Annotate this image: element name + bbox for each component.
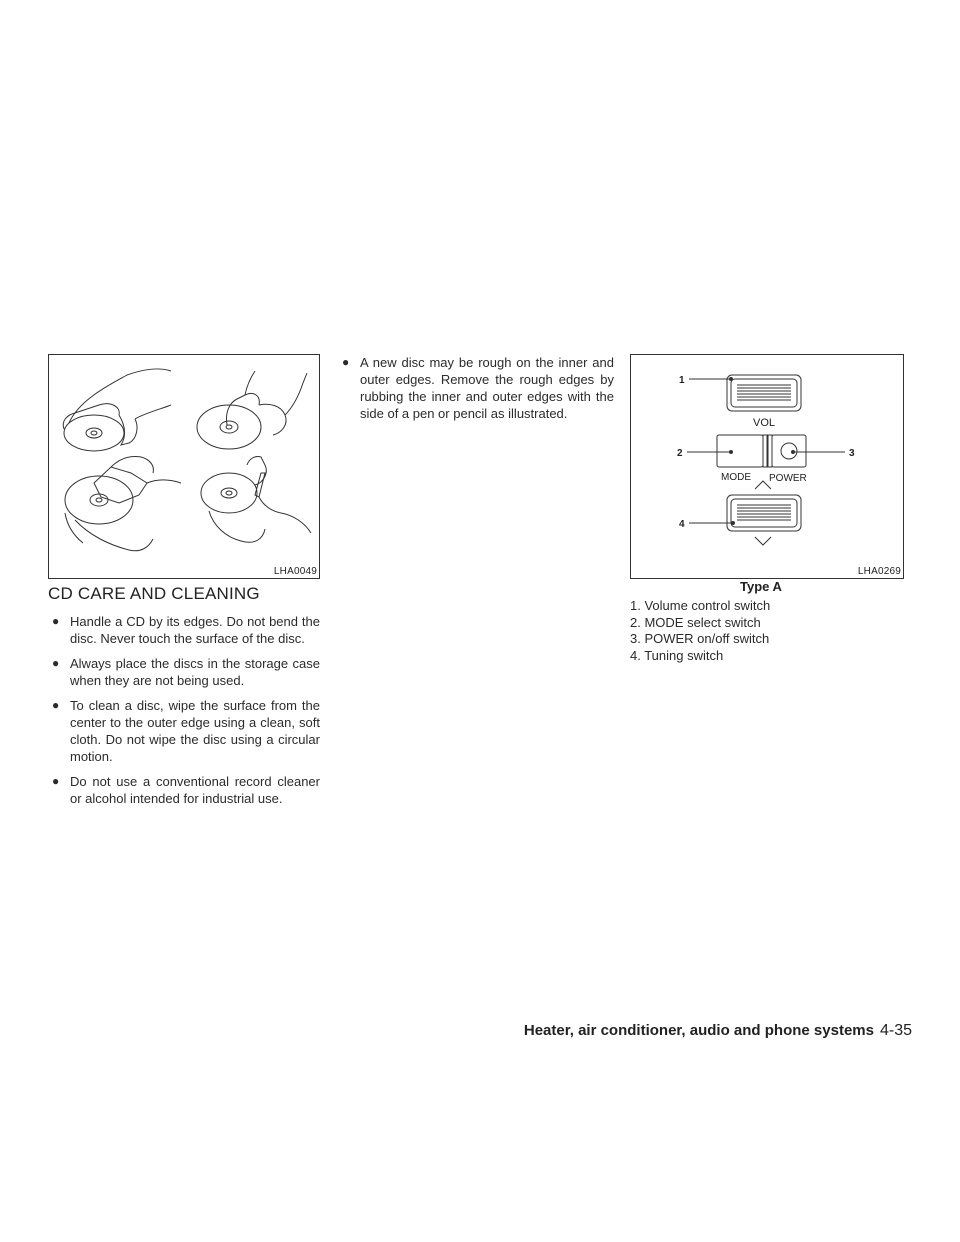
bullet-icon: ● [342, 355, 350, 369]
callout-2: 2 [677, 448, 683, 459]
bullet-text: To clean a disc, wipe the surface from the center to the outer edge using a clean, soft cloth. Do not wipe the disc using a circular motion. [70, 698, 320, 764]
bullets [48, 613, 320, 807]
list-item: 1. Volume control switch [630, 598, 771, 613]
callout-1: 1 [679, 375, 685, 386]
audio-controls-illustration [631, 355, 903, 567]
list-item: 4. Tuning switch [630, 647, 724, 663]
power-label: POWER [769, 473, 807, 484]
list-item [338, 354, 614, 422]
bullet-list-col2 [338, 354, 614, 430]
page-number: 4-35 [879, 1022, 912, 1039]
mode-label: MODE [721, 472, 751, 483]
bullet-text: Always place the discs in the storage case when they are not being used. [70, 656, 320, 688]
list-item [48, 697, 320, 765]
callout-4: 4 [679, 519, 685, 530]
bullet-icon: ● [52, 656, 60, 670]
list-item: 3. POWER on/off switch [630, 631, 770, 646]
vol-switch [727, 375, 801, 411]
list-item [48, 773, 320, 807]
bullet-icon: ● [52, 614, 60, 628]
list-item [48, 613, 320, 647]
disc-top-right [197, 371, 307, 449]
disc-bottom-left [65, 456, 181, 550]
bullet-text: A new disc may be rough on the inner and outer edges. Remove the rough edges by rubbing the inner and outer edges with the side of a pen or pencil as illustrated. [360, 355, 614, 421]
bullet-text: Handle a CD by its edges. Do not bend the disc. Never touch the surface of the disc. [70, 614, 320, 646]
list-item: 2. MODE select switch [630, 614, 761, 630]
cd-handling-illustration [49, 355, 319, 565]
figure-code: LHA0049 [273, 566, 317, 577]
callout-3: 3 [849, 448, 855, 459]
section-title: CD CARE AND CLEANING [48, 584, 260, 603]
bullet-icon: ● [52, 774, 60, 788]
bullet-icon: ● [52, 698, 60, 712]
controls-list [630, 598, 910, 664]
page-footer [524, 1022, 912, 1040]
cd-handling-figure [48, 354, 320, 579]
disc-bottom-right [201, 456, 311, 542]
bullets [338, 354, 614, 422]
audio-controls-figure [630, 354, 904, 579]
list-item [48, 655, 320, 689]
chevron-down-icon [755, 537, 771, 545]
figure-code: LHA0269 [857, 566, 901, 577]
disc-top-left [63, 369, 171, 451]
tuning-switch [727, 495, 801, 531]
vol-label: VOL [753, 417, 776, 429]
footer-section-title: Heater, air conditioner, audio and phone systems [523, 1022, 874, 1039]
figure-caption: Type A [740, 579, 782, 594]
bullet-list-col1 [48, 613, 320, 815]
bullet-text: Do not use a conventional record cleaner or alcohol intended for industrial use. [70, 774, 320, 806]
numbered-list [630, 598, 910, 664]
